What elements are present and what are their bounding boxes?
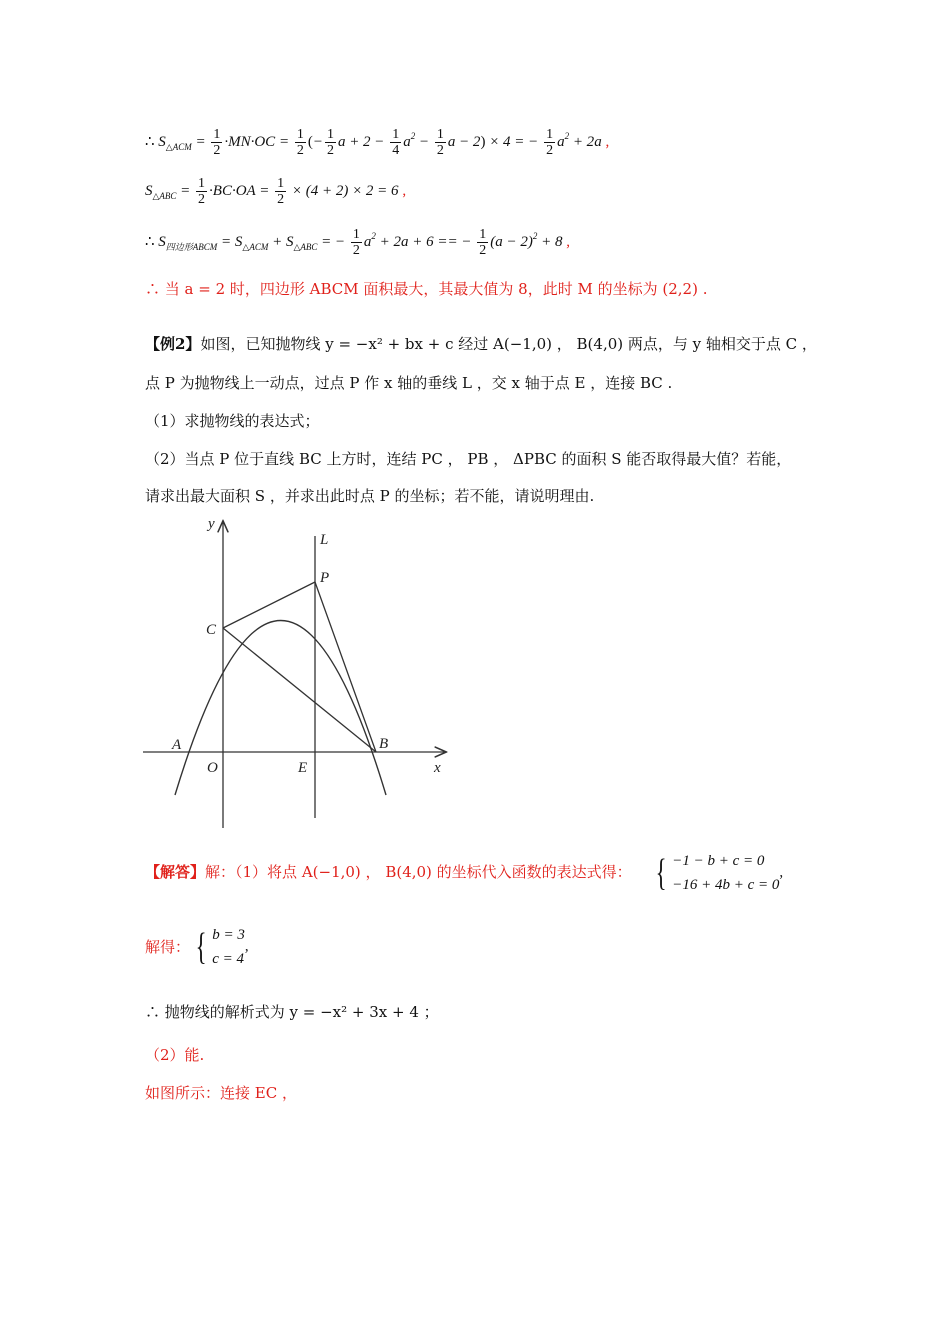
area-abc-line: $S_{\triangle ABC}$ = $\frac{1}{2}$ ·BC·OA = $\frac{1}{2}$ × (4 + 2) × 2 = 6 , [145, 176, 407, 207]
label-B: B [379, 736, 389, 752]
solution-tag: 【解答】 [145, 863, 206, 881]
example-line-1: 【例2】如图，已知抛物线 y = −x² + bx + c 经过 A(−1,0) ， B(4,0) 两点，与 y 轴相交于点 C ， [145, 335, 817, 353]
label-L: L [320, 532, 329, 548]
label-y: y [208, 516, 215, 532]
conclusion-line: ∴ 当 a = 2 时，四边形 ABCM 面积最大，其最大值为 8，此时 M 的坐标为 (2,2) . [145, 280, 708, 298]
example-question-2: （2）当点 P 位于直线 BC 上方时，连结 PC ， PB ， ΔPBC 的面积 S 能否取得最大值？若能， [145, 450, 792, 468]
label-E: E [298, 760, 308, 776]
label-P: P [320, 570, 330, 586]
segment-CP [223, 582, 315, 628]
example-tag: 【例2】 [145, 335, 201, 353]
parabola-figure [140, 510, 460, 840]
label-A: A [172, 737, 182, 753]
solution-line-5: 如图所示：连接 EC ， [145, 1084, 297, 1102]
equation-system: { −1 − b + c = 0 −16 + 4b + c = 0 , [655, 852, 784, 894]
label-C: C [206, 622, 217, 638]
label-O: O [207, 760, 218, 776]
solution-system: { b = 3 c = 4 , [195, 926, 249, 968]
solution-line-3: ∴ 抛物线的解析式为 y = −x² + 3x + 4 ； [145, 1003, 439, 1021]
example-question-1: （1）求抛物线的表达式； [145, 412, 320, 430]
solution-line-2: 解得： [145, 938, 191, 956]
solution-line-4: （2）能. [145, 1046, 205, 1064]
label-x: x [434, 760, 441, 776]
area-abcm-line: ∴ $S_{四边形ABCM} = S_{\triangle ACM} + S_{\triangle ABC}$ = − $\frac{1}{2}$ $a^2 + 2a + 6$ == − $\frac{1}{2}$ $(a - 2)^2 + 8$ , [145, 227, 571, 259]
area-acm-line: ∴ $S_{\triangle ACM}$ = $\frac{1}{2}$ ·MN·OC = $\frac{1}{2}$ (− $\frac{1}{2}$ a + 2 − $\frac{1}{4}$ $a^2$ − $\frac{1}{2}$ a − 2) × 4 = − $\frac{1}{2}$ $a^2 + 2a$ , [145, 127, 610, 159]
example-question-2-cont: 请求出最大面积 S ，并求出此时点 P 的坐标；若不能，请说明理由. [145, 487, 595, 505]
segment-CB [223, 628, 376, 752]
solution-line-1: 【解答】解：（1）将点 A(−1,0) ， B(4,0) 的坐标代入函数的表达式得： [145, 863, 632, 881]
example-line-2: 点 P 为抛物线上一动点，过点 P 作 x 轴的垂线 L ，交 x 轴于点 E ，连接 BC . [145, 374, 673, 392]
